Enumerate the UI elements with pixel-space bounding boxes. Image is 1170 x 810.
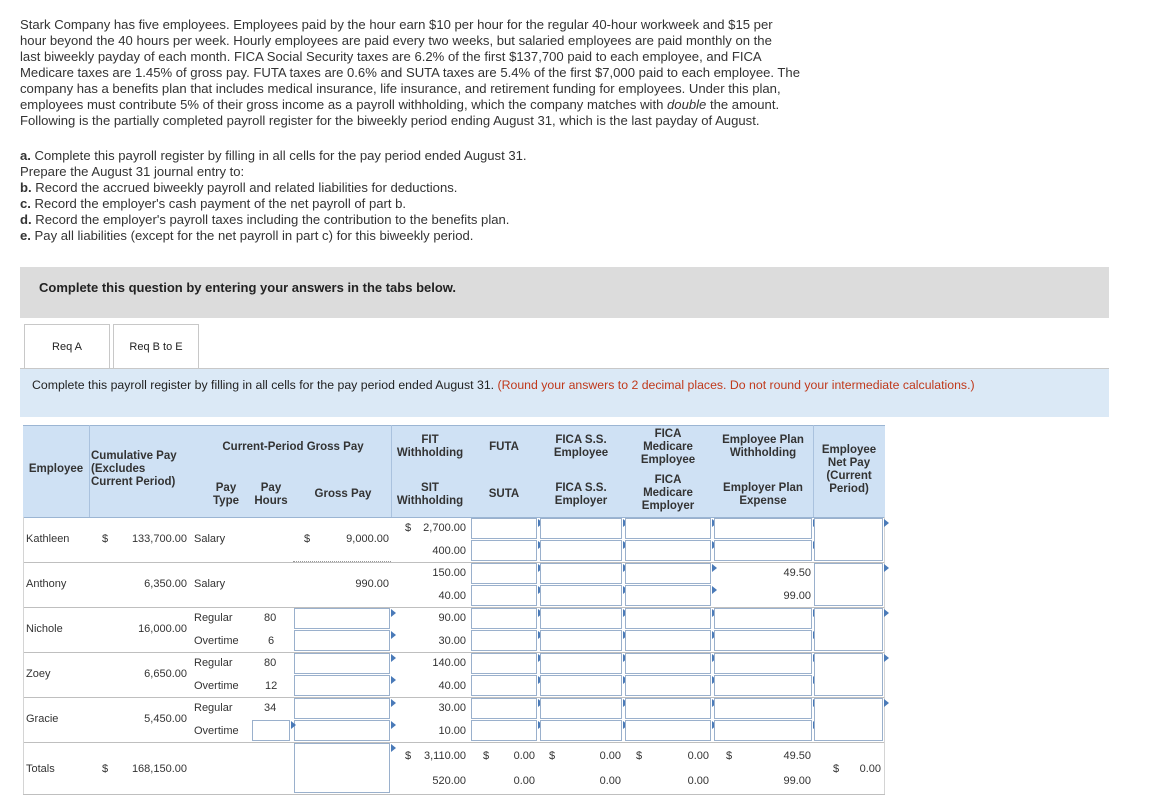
input-marker-icon	[884, 699, 889, 707]
ss-employer-input[interactable]	[540, 630, 622, 651]
input-marker-icon	[712, 564, 717, 572]
pay-type: Overtime	[194, 635, 239, 647]
futa-total: 0.00	[513, 750, 535, 762]
problem-line: Following is the partially completed payroll register for the biweekly period ending August 31, which is the last payday of August.	[20, 113, 760, 128]
header-net-pay: Employee Net Pay (Current Period)	[821, 444, 877, 495]
problem-line: employees must contribute 5% of their gross income as a payroll withholding, which the company matches with double the amount.	[20, 97, 780, 112]
part-c: c. Record the employer's cash payment of the net payroll of part b.	[20, 196, 407, 211]
med-input[interactable]	[625, 563, 711, 584]
fica-ss-employee-total: 0.00	[599, 750, 621, 762]
currency-symbol: $	[405, 522, 412, 534]
employer-plan-input[interactable]	[714, 540, 812, 561]
divider	[813, 425, 814, 517]
part-d: d. Record the employer's payroll taxes including the contribution to the benefits plan.	[20, 212, 510, 227]
problem-line: Stark Company has five employees. Employees paid by the hour earn $10 per hour for the regular 40-hour workweek and $15 per	[20, 17, 773, 32]
cumulative-pay: 5,450.00	[144, 713, 187, 725]
header-pay-type: Pay Type	[213, 482, 239, 507]
med-input[interactable]	[625, 698, 711, 719]
sit-withholding: 400.00	[432, 545, 466, 557]
part-b: b. Record the accrued biweekly payroll and related liabilities for deductions.	[20, 180, 458, 195]
part-a: a. Complete this payroll register by filling in all cells for the pay period ended August 31.	[20, 148, 527, 163]
header-futa: FUTA	[489, 441, 519, 453]
pay-hours: 6	[268, 635, 275, 647]
payroll-register	[23, 425, 885, 795]
currency-symbol: $	[636, 750, 643, 762]
employee-plan-withholding: 49.50	[783, 567, 811, 579]
cumulative-pay-total: 168,150.00	[131, 763, 187, 775]
header-pay-hours: Pay Hours	[254, 482, 288, 507]
divider	[293, 561, 391, 562]
sit-withholding: 40.00	[438, 590, 466, 602]
currency-symbol: $	[483, 750, 490, 762]
gross-pay-total-input[interactable]	[294, 743, 390, 793]
currency-symbol: $	[549, 750, 556, 762]
fit-withholding: 90.00	[438, 612, 466, 624]
divider	[23, 742, 885, 743]
med-employer-input[interactable]	[625, 585, 711, 606]
overtime-gross-input[interactable]	[294, 720, 390, 741]
net-pay-total: 0.00	[859, 763, 881, 775]
input-marker-icon	[391, 631, 396, 639]
header-gross-pay: Gross Pay	[314, 488, 372, 500]
problem-line: company has a benefits plan that includes medical insurance, life insurance, and retirement funding for employees. Under this plan,	[20, 81, 781, 96]
totals-label: Totals	[26, 763, 55, 775]
gross-pay: 990.00	[355, 578, 389, 590]
tab-req-b-to-e[interactable]: Req B to E	[113, 324, 199, 369]
problem-line: hour beyond the 40 hours per week. Hourly employees are paid every two weeks, but salaried employees are paid monthly on the	[20, 33, 772, 48]
fica-medicare-employer-total: 0.00	[687, 775, 709, 787]
net-pay-input[interactable]	[814, 653, 883, 696]
futa-input[interactable]	[471, 563, 537, 584]
problem-line: last biweekly payday of each month. FICA Social Security taxes are 6.2% of the first $137,700 paid to each employee, and FICA	[20, 49, 762, 64]
tab-req-a[interactable]: Req A	[24, 324, 110, 369]
input-marker-icon	[391, 654, 396, 662]
employee-name: Kathleen	[26, 533, 70, 545]
med-employer-input[interactable]	[625, 675, 711, 696]
futa-employer-input[interactable]	[471, 675, 537, 696]
header-fit: FIT Withholding	[396, 434, 464, 459]
fit-withholding: 150.00	[432, 567, 466, 579]
problem-line: Medicare taxes are 1.45% of gross pay. FUTA taxes are 0.6% and SUTA taxes are 5.4% of the first $7,000 paid to each employee. The	[20, 65, 800, 80]
employee-plan-input[interactable]	[714, 698, 812, 719]
ss-employer-input[interactable]	[540, 675, 622, 696]
employee-name: Gracie	[26, 713, 59, 725]
currency-symbol: $	[833, 763, 840, 775]
header-fica-ss-employee: FICA S.S. Employee	[553, 434, 609, 459]
med-employer-input[interactable]	[625, 630, 711, 651]
futa-input[interactable]	[471, 608, 537, 629]
header-cumulative: Cumulative Pay (Excludes Current Period)	[91, 450, 177, 488]
input-marker-icon	[884, 564, 889, 572]
futa-employer-input[interactable]	[471, 540, 537, 561]
problem-statement	[20, 17, 900, 129]
divider	[391, 425, 392, 517]
pay-type: Salary	[194, 578, 226, 590]
fit-withholding: 30.00	[438, 702, 466, 714]
ss-employer-input[interactable]	[540, 720, 622, 741]
ss-employer-input[interactable]	[540, 585, 622, 606]
futa-input[interactable]	[471, 653, 537, 674]
input-marker-icon	[884, 519, 889, 527]
employer-plan-input[interactable]	[714, 720, 812, 741]
med-input[interactable]	[625, 608, 711, 629]
input-marker-icon	[712, 586, 717, 594]
futa-employer-input[interactable]	[471, 720, 537, 741]
prepare-line: Prepare the August 31 journal entry to:	[20, 164, 245, 179]
med-employer-input[interactable]	[625, 720, 711, 741]
employer-plan-input[interactable]	[714, 675, 812, 696]
net-pay-input[interactable]	[814, 608, 883, 651]
ss-input[interactable]	[540, 698, 622, 719]
fit-total: 3,110.00	[423, 750, 466, 762]
pay-type: Regular	[194, 702, 233, 714]
regular-gross-input[interactable]	[294, 608, 390, 629]
regular-gross-input[interactable]	[294, 698, 390, 719]
banner-text: Complete this question by entering your answers in the tabs below.	[39, 280, 457, 295]
divider	[23, 517, 24, 794]
ss-input[interactable]	[540, 653, 622, 674]
input-marker-icon	[391, 721, 396, 729]
employer-plan-total: 99.00	[783, 775, 811, 787]
employee-name: Nichole	[26, 623, 63, 635]
header-employer-plan: Employer Plan Expense	[723, 482, 803, 507]
employee-plan-total: 49.50	[783, 750, 811, 762]
currency-symbol: $	[405, 750, 412, 762]
pay-type: Salary	[194, 533, 226, 545]
employee-plan-input[interactable]	[714, 608, 812, 629]
input-marker-icon	[884, 654, 889, 662]
overtime-gross-input[interactable]	[294, 675, 390, 696]
requirements-list	[20, 148, 527, 244]
employer-plan-expense: 99.00	[783, 590, 811, 602]
futa-input[interactable]	[471, 698, 537, 719]
ss-employer-input[interactable]	[540, 540, 622, 561]
header-fica-medicare-employee: FICA Medicare Employee	[640, 428, 696, 466]
currency-symbol: $	[102, 533, 109, 545]
med-input[interactable]	[625, 518, 711, 539]
input-marker-icon	[291, 721, 296, 729]
net-pay-input[interactable]	[814, 563, 883, 606]
futa-employer-input[interactable]	[471, 630, 537, 651]
net-pay-input[interactable]	[814, 518, 883, 561]
employee-plan-input[interactable]	[714, 518, 812, 539]
pay-hours: 12	[265, 680, 278, 692]
med-employer-input[interactable]	[625, 540, 711, 561]
sit-withholding: 40.00	[438, 680, 466, 692]
header-employee-plan: Employee Plan Withholding	[722, 434, 804, 459]
header-sit: SIT Withholding	[396, 482, 464, 507]
input-marker-icon	[884, 609, 889, 617]
header-suta: SUTA	[488, 488, 520, 500]
header-current-period: Current-Period Gross Pay	[222, 441, 364, 453]
input-marker-icon	[391, 609, 396, 617]
ss-input[interactable]	[540, 518, 622, 539]
employer-plan-input[interactable]	[714, 630, 812, 651]
fica-medicare-employee-total: 0.00	[687, 750, 709, 762]
sit-withholding: 30.00	[438, 635, 466, 647]
divider	[23, 562, 885, 563]
input-marker-icon	[391, 744, 396, 752]
employee-name: Anthony	[26, 578, 67, 590]
employee-name: Zoey	[26, 668, 51, 680]
pay-type: Regular	[194, 657, 233, 669]
overtime-gross-input[interactable]	[294, 630, 390, 651]
instruction-banner	[20, 267, 1109, 318]
divider	[89, 425, 90, 517]
pay-type: Overtime	[194, 680, 239, 692]
fica-ss-employer-total: 0.00	[599, 775, 621, 787]
cumulative-pay: 6,350.00	[144, 578, 187, 590]
pay-hours: 80	[264, 612, 277, 624]
gross-pay: 9,000.00	[346, 533, 389, 545]
cumulative-pay: 16,000.00	[138, 623, 187, 635]
sit-total: 520.00	[432, 775, 466, 787]
currency-symbol: $	[102, 763, 109, 775]
pay-hours: 34	[264, 702, 277, 714]
ss-input[interactable]	[540, 608, 622, 629]
header-employee: Employee	[28, 463, 84, 475]
currency-symbol: $	[304, 533, 311, 545]
fit-withholding: 2,700.00	[423, 522, 466, 534]
cumulative-pay: 6,650.00	[144, 668, 187, 680]
cumulative-pay: 133,700.00	[131, 533, 187, 545]
ss-input[interactable]	[540, 563, 622, 584]
net-pay-input[interactable]	[814, 698, 883, 741]
overtime-hours-input[interactable]	[252, 720, 290, 741]
sit-withholding: 10.00	[438, 725, 466, 737]
tab-instruction: Complete this payroll register by filling in all cells for the pay period ended August 31. (Round your answers to 2 decimal places. Do not round your intermediate calculations.)	[20, 369, 1109, 417]
fit-withholding: 140.00	[432, 657, 466, 669]
pay-type: Overtime	[194, 725, 239, 737]
divider	[23, 794, 885, 795]
header-fica-ss-employer: FICA S.S. Employer	[554, 482, 608, 507]
regular-gross-input[interactable]	[294, 653, 390, 674]
suta-total: 0.00	[513, 775, 535, 787]
employee-plan-input[interactable]	[714, 653, 812, 674]
currency-symbol: $	[726, 750, 733, 762]
pay-type: Regular	[194, 612, 233, 624]
futa-employer-input[interactable]	[471, 585, 537, 606]
input-marker-icon	[391, 676, 396, 684]
futa-input[interactable]	[471, 518, 537, 539]
med-input[interactable]	[625, 653, 711, 674]
header-fica-medicare-employer: FICA Medicare Employer	[641, 474, 695, 512]
input-marker-icon	[391, 699, 396, 707]
pay-hours: 80	[264, 657, 277, 669]
part-e: e. Pay all liabilities (except for the net payroll in part c) for this biweekly period.	[20, 228, 474, 243]
